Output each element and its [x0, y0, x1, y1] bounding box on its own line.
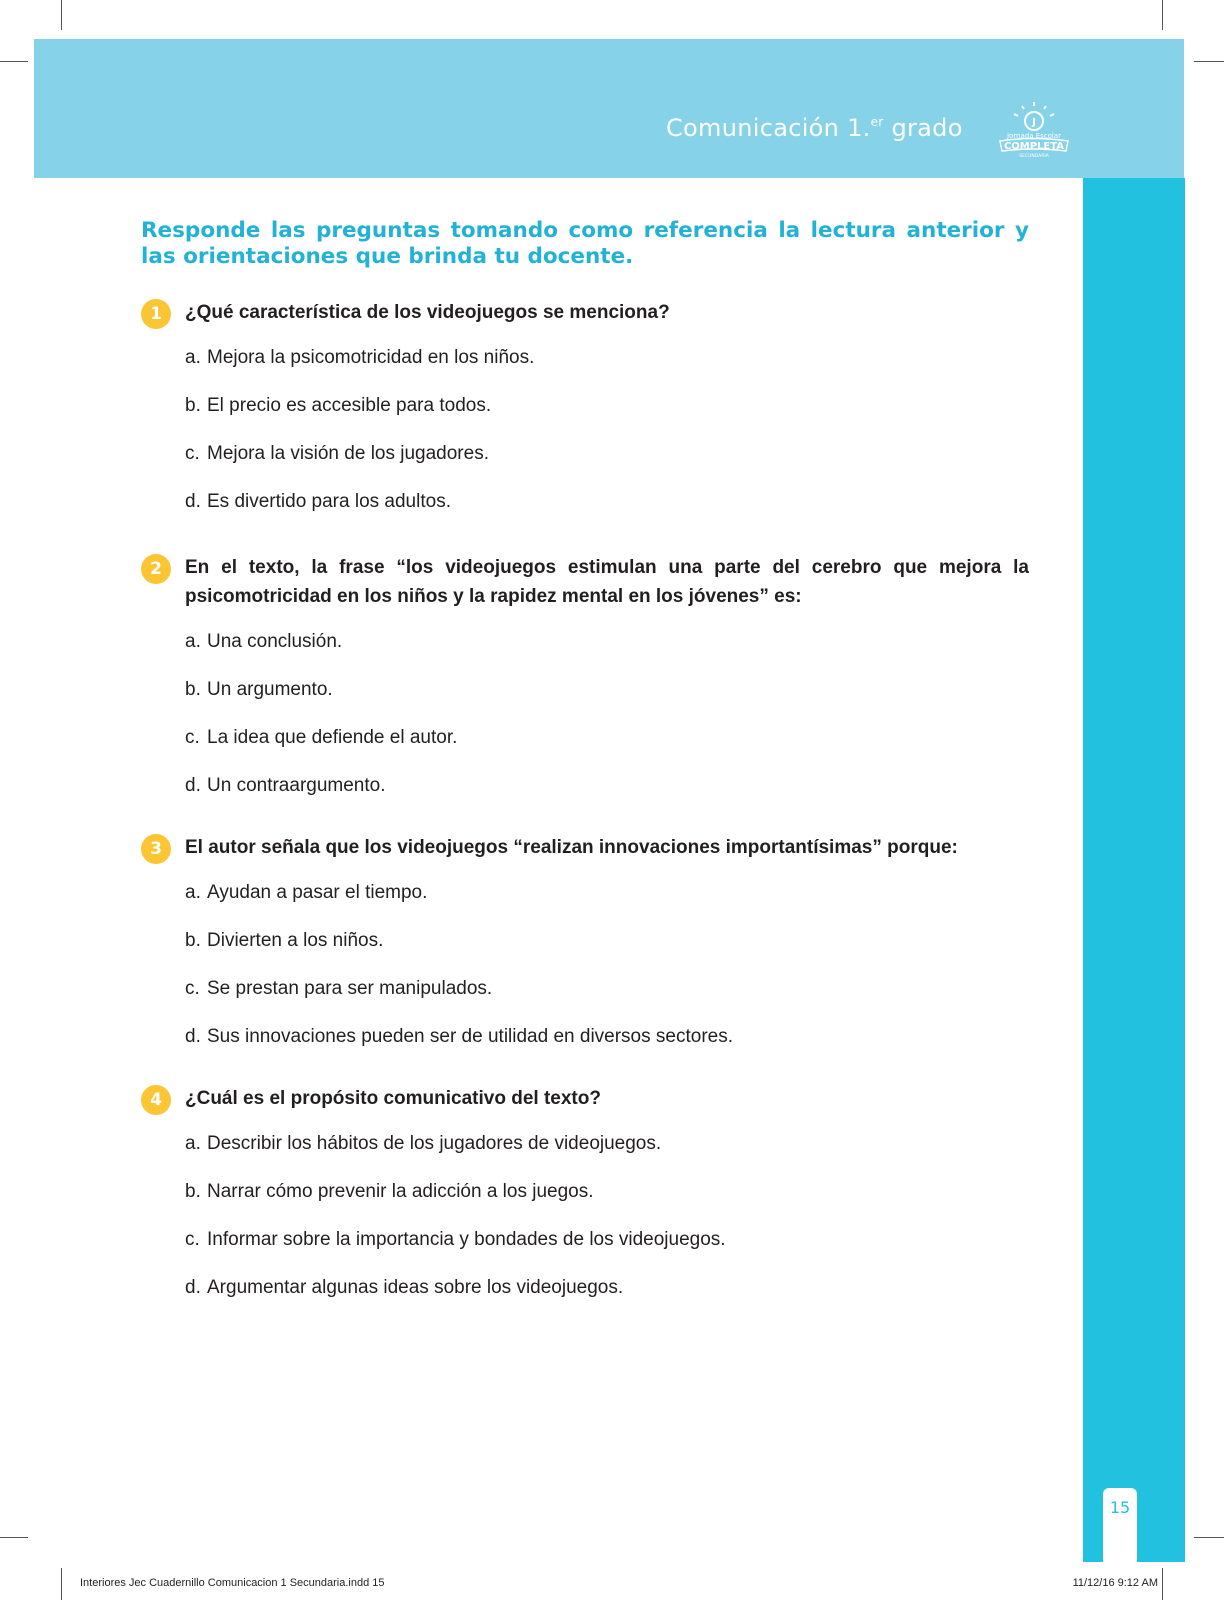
- crop-mark: [1162, 0, 1163, 30]
- option-d: [185, 489, 1029, 514]
- option-letter: b.: [185, 1181, 201, 1202]
- question-text: ¿Cuál es el propósito comunicativo del texto?: [185, 1088, 601, 1109]
- page-number: 15: [1109, 1498, 1131, 1517]
- question-number-badge: 2: [141, 554, 171, 584]
- option-letter: c.: [185, 443, 200, 464]
- option-b: [185, 677, 1029, 702]
- option-text: Informar sobre la importancia y bondades de los videojuegos.: [207, 1229, 726, 1250]
- option-text: Un contraargumento.: [207, 775, 386, 796]
- option-text: Mejora la visión de los jugadores.: [207, 443, 489, 464]
- option-letter: d.: [185, 491, 201, 512]
- option-letter: a.: [185, 1133, 201, 1154]
- option-c: [185, 441, 1029, 466]
- page-title: [666, 114, 963, 142]
- side-bar: [1083, 178, 1185, 1562]
- option-text: El precio es accesible para todos.: [207, 395, 492, 416]
- option-b: [185, 1179, 1029, 1204]
- options-list: [185, 880, 1029, 1049]
- option-letter: b.: [185, 679, 201, 700]
- footer-file-info: Interiores Jec Cuadernillo Comunicacion 1 Secundaria.indd 15: [80, 1577, 385, 1589]
- option-text: Es divertido para los adultos.: [207, 491, 451, 512]
- footer-date: 11/12/16 9:12 AM: [1072, 1577, 1158, 1589]
- question-2: [141, 553, 1029, 798]
- option-letter: c.: [185, 978, 200, 999]
- crop-mark: [1162, 1568, 1163, 1600]
- logo-line1: Jornada Escolar: [1006, 132, 1062, 140]
- question-text: ¿Qué característica de los videojuegos se menciona?: [185, 302, 670, 323]
- jornada-escolar-completa-logo: [994, 100, 1074, 160]
- options-list: [185, 1131, 1029, 1300]
- question-4: [141, 1084, 1029, 1300]
- option-letter: a.: [185, 882, 201, 903]
- options-list: [185, 629, 1029, 798]
- option-a: [185, 880, 1029, 905]
- option-letter: b.: [185, 930, 201, 951]
- option-text: Argumentar algunas ideas sobre los videojuegos.: [207, 1277, 624, 1298]
- option-d: [185, 1024, 1029, 1049]
- question-3: [141, 833, 1029, 1049]
- option-letter: c.: [185, 1229, 200, 1250]
- option-a: [185, 629, 1029, 654]
- logo-emblem: J: [1032, 117, 1036, 128]
- option-letter: d.: [185, 1277, 201, 1298]
- option-b: [185, 928, 1029, 953]
- option-b: [185, 393, 1029, 418]
- instruction-text: Responde las preguntas tomando como referencia la lectura anterior y las orientaciones que brinda tu docente.: [141, 218, 1029, 269]
- title-superscript: er: [870, 115, 884, 129]
- title-text: Comunicación 1.: [666, 114, 871, 142]
- option-c: [185, 976, 1029, 1001]
- option-letter: c.: [185, 727, 200, 748]
- question-text: El autor señala que los videojuegos “realizan innovaciones importantísimas” porque:: [185, 837, 958, 858]
- option-text: La idea que defiende el autor.: [207, 727, 458, 748]
- crop-mark: [61, 1568, 62, 1600]
- option-a: [185, 1131, 1029, 1156]
- question-number-badge: 4: [141, 1085, 171, 1115]
- crop-mark: [1194, 1537, 1224, 1538]
- option-text: Describir los hábitos de los jugadores de videojuegos.: [207, 1133, 662, 1154]
- question-text: En el texto, la frase “los videojuegos estimulan una parte del cerebro que mejora la psicomotricidad en los niños y la rapidez mental en los jóvenes” es:: [185, 557, 1029, 607]
- option-text: Mejora la psicomotricidad en los niños.: [207, 347, 535, 368]
- option-c: [185, 725, 1029, 750]
- option-a: [185, 345, 1029, 370]
- option-d: [185, 1275, 1029, 1300]
- question-number-badge: 3: [141, 834, 171, 864]
- title-suffix: grado: [883, 114, 963, 142]
- option-c: [185, 1227, 1029, 1252]
- option-text: Sus innovaciones pueden ser de utilidad en diversos sectores.: [207, 1026, 733, 1047]
- crop-mark: [61, 0, 62, 30]
- option-text: Una conclusión.: [207, 631, 343, 652]
- question-1: [141, 298, 1029, 514]
- option-text: Divierten a los niños.: [207, 930, 384, 951]
- logo-line2: COMPLETA: [1003, 141, 1065, 152]
- option-d: [185, 773, 1029, 798]
- option-text: Se prestan para ser manipulados.: [207, 978, 493, 999]
- option-letter: a.: [185, 631, 201, 652]
- option-letter: d.: [185, 775, 201, 796]
- option-letter: d.: [185, 1026, 201, 1047]
- crop-mark: [0, 61, 28, 62]
- crop-mark: [1194, 61, 1224, 62]
- option-text: Narrar cómo prevenir la adicción a los juegos.: [207, 1181, 594, 1202]
- option-letter: b.: [185, 395, 201, 416]
- options-list: [185, 345, 1029, 514]
- question-number-badge: 1: [141, 299, 171, 329]
- logo-line3: SECUNDARIA: [1019, 154, 1049, 159]
- option-text: Ayudan a pasar el tiempo.: [207, 882, 428, 903]
- option-text: Un argumento.: [207, 679, 333, 700]
- crop-mark: [0, 1537, 28, 1538]
- option-letter: a.: [185, 347, 201, 368]
